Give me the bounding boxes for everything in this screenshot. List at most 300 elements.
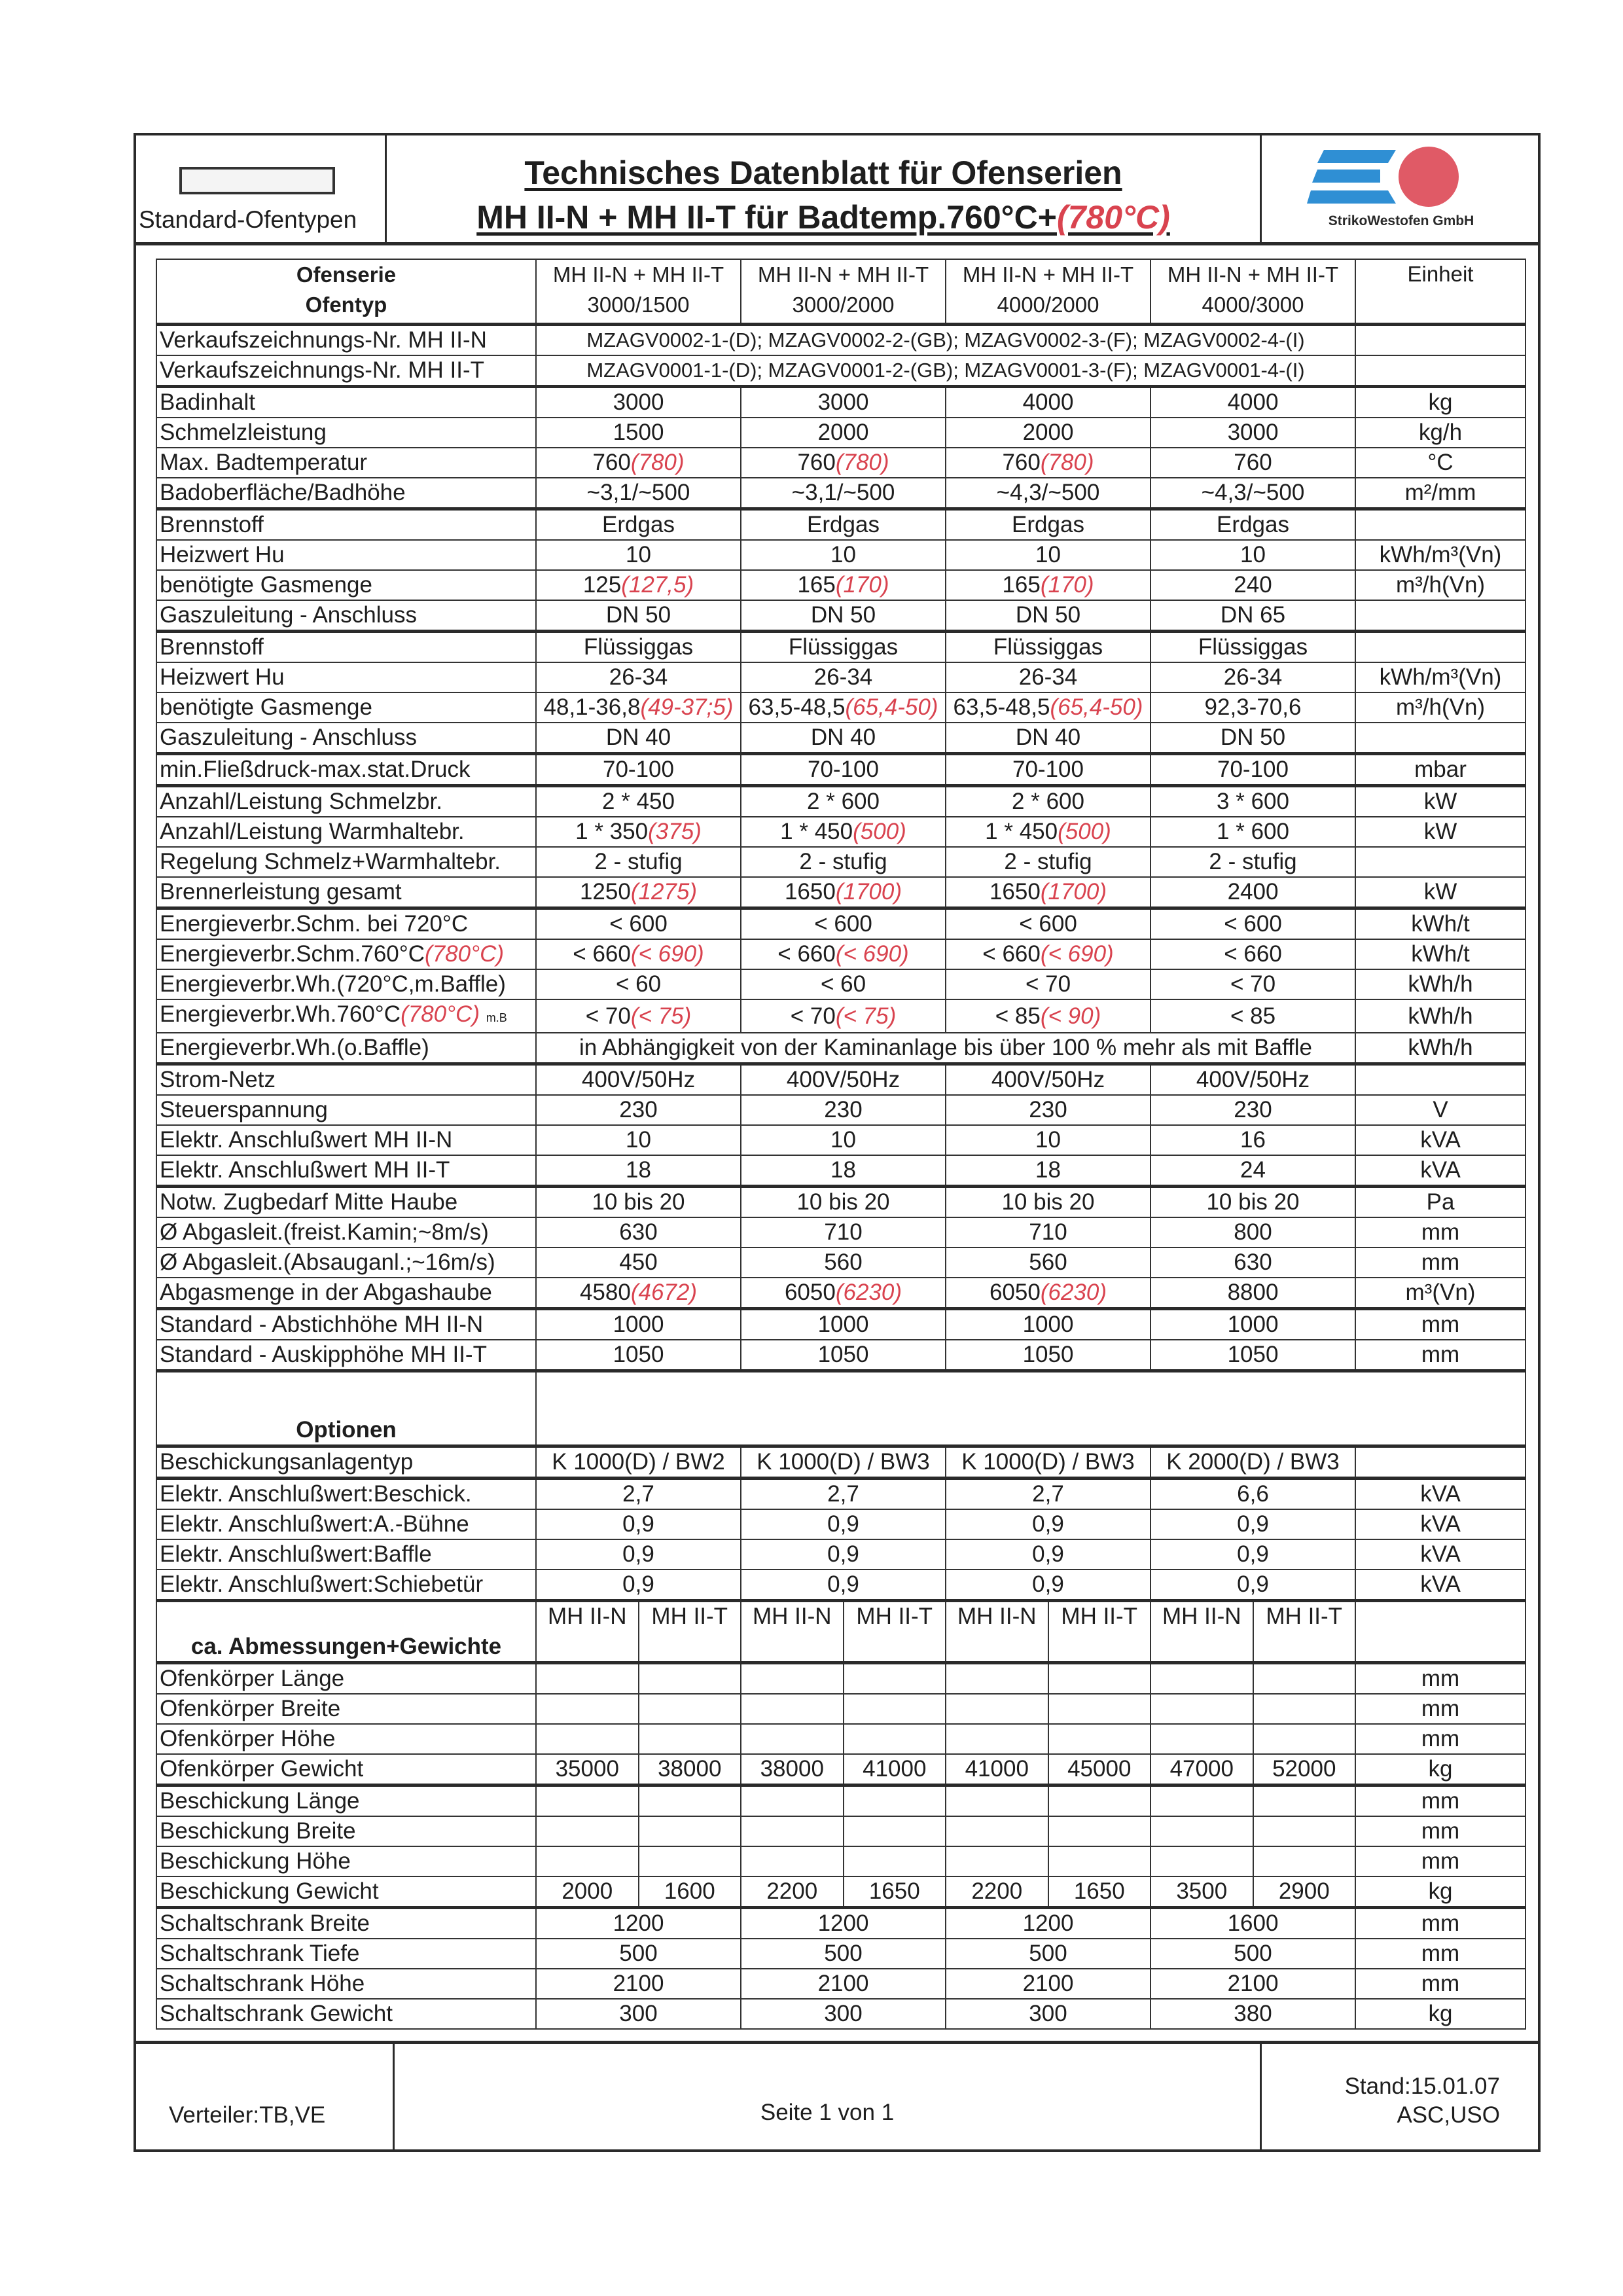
value-cell [1150, 509, 1355, 541]
unit-cell [1355, 1601, 1525, 1663]
value-cell: 0,9 [946, 1539, 1150, 1570]
unit-cell: kVA [1355, 1509, 1525, 1539]
dimension-row [156, 1846, 1525, 1876]
series-name: MH II-N + MH II-T [1167, 262, 1339, 287]
value-text: 230 [619, 1097, 658, 1122]
company-logo-icon [1298, 145, 1474, 210]
value-text: DN 50 [1220, 725, 1286, 750]
value-t [1253, 1817, 1355, 1846]
dimension-row [156, 1754, 1525, 1785]
spec-row [156, 1155, 1525, 1187]
value-cell [946, 387, 1150, 418]
row-label: Steuerspannung [156, 1095, 536, 1125]
value-cell: 1200 [946, 1908, 1150, 1939]
series-type: 3000/1500 [587, 293, 690, 317]
sub-header-cell [946, 1601, 1150, 1663]
row-label [156, 418, 536, 448]
value-n [1151, 1664, 1253, 1693]
value-t [1048, 1847, 1150, 1876]
row-label [156, 632, 536, 663]
value-t [1048, 1817, 1150, 1846]
value-text: 800 [1234, 1219, 1272, 1245]
value-cell: 0,9 [946, 1509, 1150, 1539]
unit-cell: mm [1355, 1663, 1525, 1695]
series-type: 4000/3000 [1202, 293, 1304, 317]
value-cell [536, 999, 741, 1033]
value-text: 2 - stufig [799, 849, 887, 874]
value-cell [741, 1155, 946, 1187]
value-n: 2200 [971, 1878, 1023, 1904]
options-heading-row [156, 1371, 1525, 1446]
value-n [946, 1664, 1048, 1693]
option-row [156, 1509, 1525, 1539]
value-text: 630 [1234, 1249, 1272, 1275]
document-header [134, 133, 1541, 245]
series-header [741, 259, 946, 325]
document-footer [134, 2041, 1541, 2152]
value-text: < 600 [609, 911, 668, 937]
spec-row [156, 1278, 1525, 1309]
value-cell [946, 969, 1150, 999]
value-text: 48,1-36,8 [543, 694, 641, 720]
value-text: 1 * 350 [575, 819, 649, 844]
unit-cell [1355, 1064, 1525, 1096]
value-cell [946, 1217, 1150, 1247]
value-text: < 660 [777, 941, 836, 967]
dimension-row [156, 1816, 1525, 1846]
value-text: < 85 [1230, 1003, 1276, 1029]
value-text: Erdgas [1012, 512, 1084, 537]
row-label [156, 847, 536, 877]
value-cell [1150, 1247, 1355, 1278]
value-cell [946, 600, 1150, 632]
row-label-text: Energieverbr.Wh.760°C [160, 1001, 401, 1027]
value-n [1151, 1847, 1253, 1876]
value-text: ~3,1/~500 [791, 480, 895, 505]
value-pair-cell [536, 1846, 741, 1876]
value-cell [741, 1187, 946, 1218]
value-cell [1150, 1095, 1355, 1125]
value-cell: 500 [1150, 1939, 1355, 1969]
unit-cell: kWh/t [1355, 908, 1525, 940]
row-label: Energieverbr.Wh.(o.Baffle) [156, 1033, 536, 1064]
value-cell [946, 509, 1150, 541]
unit-cell: kW [1355, 877, 1525, 908]
value-cell [536, 847, 741, 877]
value-text: 70-100 [808, 757, 879, 782]
row-label [156, 692, 536, 723]
unit-cell: Pa [1355, 1187, 1525, 1218]
value-cell: 2,7 [741, 1479, 946, 1510]
value-text: Erdgas [1217, 512, 1289, 537]
value-text: 3000 [817, 389, 869, 415]
spec-row [156, 999, 1525, 1033]
value-cell [1150, 786, 1355, 817]
unit-cell: kVA [1355, 1570, 1525, 1601]
unit-cell [1355, 1446, 1525, 1479]
row-label [156, 662, 536, 692]
unit-cell: kg [1355, 387, 1525, 418]
value-text: 10 bis 20 [1206, 1189, 1300, 1215]
unit-cell: mbar [1355, 754, 1525, 786]
value-text: 10 bis 20 [1001, 1189, 1095, 1215]
value-cell: 2100 [946, 1969, 1150, 1999]
value-red: (< 690) [835, 941, 909, 967]
value-text: 760 [1234, 450, 1272, 475]
value-cell: 0,9 [536, 1539, 741, 1570]
value-cell: 0,9 [536, 1509, 741, 1539]
value-cell [741, 877, 946, 908]
value-text: 4000 [1227, 389, 1279, 415]
value-pair-cell [946, 1876, 1150, 1908]
row-label [156, 600, 536, 632]
cabinet-row [156, 1969, 1525, 1999]
spec-row [156, 1125, 1525, 1155]
row-label: Standard - Auskipphöhe MH II-T [156, 1340, 536, 1371]
sub-header-t: MH II-T [638, 1602, 741, 1661]
unit-cell: mm [1355, 1217, 1525, 1247]
row-label: Elektr. Anschlußwert MH II-T [156, 1155, 536, 1187]
value-cell: 0,9 [741, 1539, 946, 1570]
unit-cell: kVA [1355, 1479, 1525, 1510]
value-cell [536, 1278, 741, 1309]
value-pair-cell [1150, 1816, 1355, 1846]
row-label: Beschickung Gewicht [156, 1876, 536, 1908]
dimension-row [156, 1785, 1525, 1817]
option-row [156, 1539, 1525, 1570]
spec-row [156, 1309, 1525, 1340]
unit-cell: kW [1355, 817, 1525, 847]
value-text: 3000 [1227, 420, 1279, 445]
value-text: < 70 [790, 1003, 836, 1029]
spec-row [156, 969, 1525, 999]
row-label-text: benötigte Gasmenge [160, 694, 372, 720]
row-label: Elektr. Anschlußwert:Baffle [156, 1539, 536, 1570]
value-cell [741, 540, 946, 570]
row-label [156, 478, 536, 509]
value-n [537, 1695, 638, 1723]
value-text: Erdgas [602, 512, 675, 537]
value-t [638, 1725, 741, 1753]
row-label-text: Energieverbr.Wh.(720°C,m.Baffle) [160, 971, 506, 997]
value-cell [946, 478, 1150, 509]
value-t [1048, 1787, 1150, 1816]
value-text: 10 [1035, 542, 1061, 567]
subtitle-red: (780°C) [1056, 199, 1170, 236]
value-n [946, 1817, 1048, 1846]
value-t [843, 1695, 946, 1723]
header-title-cell [387, 133, 1262, 242]
dimensions-heading-row [156, 1601, 1525, 1663]
unit-cell: kg/h [1355, 418, 1525, 448]
dimensions-title: ca. Abmessungen+Gewichte [190, 1634, 502, 1659]
value-text: < 70 [1025, 971, 1071, 997]
value-cell [946, 1340, 1150, 1371]
value-cell [536, 1217, 741, 1247]
value-n [741, 1847, 843, 1876]
page-number: Seite 1 von 1 [760, 2100, 895, 2125]
value-pair-cell [1150, 1785, 1355, 1817]
value-cell: 1200 [536, 1908, 741, 1939]
value-red: (1700) [1040, 879, 1107, 905]
value-n [946, 1695, 1048, 1723]
value-t: 1600 [638, 1877, 741, 1906]
value-cell [536, 1125, 741, 1155]
value-text: 16 [1240, 1127, 1266, 1153]
value-text: < 60 [820, 971, 866, 997]
value-text: 400V/50Hz [1196, 1067, 1310, 1092]
value-n [537, 1817, 638, 1846]
value-text: Flüssiggas [583, 634, 694, 660]
value-cell [946, 908, 1150, 940]
value-n [1151, 1787, 1253, 1816]
value-text: < 600 [1224, 911, 1282, 937]
row-label: Schaltschrank Tiefe [156, 1939, 536, 1969]
sub-header-n: MH II-N [957, 1604, 1037, 1629]
row-label: Elektr. Anschlußwert MH II-N [156, 1125, 536, 1155]
option-row [156, 1479, 1525, 1510]
value-n [1151, 1725, 1253, 1753]
value-text: 24 [1240, 1157, 1266, 1183]
value-cell [1150, 387, 1355, 418]
row-label: Ofenkörper Länge [156, 1663, 536, 1695]
value-pair-cell [1150, 1754, 1355, 1785]
value-t [843, 1664, 946, 1693]
value-red: (< 690) [1040, 941, 1114, 967]
value-cell [946, 662, 1150, 692]
spec-table [156, 259, 1526, 2030]
value-cell [946, 540, 1150, 570]
value-text: 1050 [1022, 1342, 1074, 1367]
value-cell: 2,7 [946, 1479, 1150, 1510]
value-text: < 600 [814, 911, 872, 937]
value-n: 38000 [760, 1756, 824, 1782]
spec-row [156, 1187, 1525, 1218]
value-text: 760 [592, 450, 631, 475]
row-label-text: Anzahl/Leistung Warmhaltebr. [160, 819, 465, 844]
row-label: Ofenkörper Gewicht [156, 1754, 536, 1785]
value-red: (780) [1040, 450, 1094, 475]
value-cell [741, 662, 946, 692]
value-pair-cell [536, 1724, 741, 1754]
value-pair-cell [536, 1785, 741, 1817]
row-label: Verkaufszeichnungs-Nr. MH II-T [156, 355, 536, 387]
sub-header-cell [1150, 1601, 1355, 1663]
spec-row [156, 632, 1525, 663]
row-label: Schaltschrank Höhe [156, 1969, 536, 1999]
value-text: DN 65 [1220, 602, 1286, 628]
value-text: 760 [1002, 450, 1041, 475]
value-t [638, 1787, 741, 1816]
value-cell: 0,9 [1150, 1509, 1355, 1539]
row-label-text: Regelung Schmelz+Warmhaltebr. [160, 849, 501, 874]
unit-cell [1355, 355, 1525, 387]
unit-cell: kg [1355, 1754, 1525, 1785]
unit-header: Einheit [1355, 259, 1525, 325]
value-text: 8800 [1227, 1280, 1279, 1305]
dimensions-heading [156, 1601, 536, 1663]
value-text: 18 [626, 1157, 651, 1183]
unit-cell: kWh/h [1355, 999, 1525, 1033]
column-header-row [156, 259, 1525, 325]
value-cell [1150, 1217, 1355, 1247]
value-t: 1650 [1048, 1877, 1150, 1906]
value-cell [536, 786, 741, 817]
value-red: (780) [835, 450, 889, 475]
value-text: < 660 [982, 941, 1041, 967]
value-cell [1150, 570, 1355, 600]
value-cell [536, 540, 741, 570]
row-label-text: Heizwert Hu [160, 542, 285, 567]
value-n [1151, 1817, 1253, 1846]
spec-row [156, 1247, 1525, 1278]
value-text: 2000 [1022, 420, 1074, 445]
spec-row [156, 817, 1525, 847]
series-name: MH II-N + MH II-T [552, 262, 724, 287]
row-label: Beschickung Breite [156, 1816, 536, 1846]
unit-cell: V [1355, 1095, 1525, 1125]
spec-row [156, 540, 1525, 570]
value-text: 26-34 [1223, 664, 1283, 690]
value-text: 10 [626, 1127, 651, 1153]
value-red: (500) [853, 819, 906, 844]
value-text: 2400 [1227, 879, 1279, 905]
spec-row [156, 478, 1525, 509]
value-cell [1150, 754, 1355, 786]
value-text: 230 [1029, 1097, 1067, 1122]
row-label: Strom-Netz [156, 1064, 536, 1096]
value-cell: 6,6 [1150, 1479, 1355, 1510]
value-cell [536, 817, 741, 847]
sub-header-n: MH II-N [1162, 1604, 1241, 1629]
value-cell [946, 1095, 1150, 1125]
value-text: 63,5-48,5 [953, 694, 1050, 720]
value-text: 1650 [784, 879, 836, 905]
value-cell [946, 1125, 1150, 1155]
value-pair-cell [946, 1785, 1150, 1817]
value-text: 1250 [579, 879, 631, 905]
row-label [156, 570, 536, 600]
spec-row [156, 662, 1525, 692]
value-pair-cell [536, 1663, 741, 1695]
value-text: 10 [1035, 1127, 1061, 1153]
value-cell: 1600 [1150, 1908, 1355, 1939]
spec-row [156, 1064, 1525, 1096]
value-text: 2000 [817, 420, 869, 445]
value-cell [536, 662, 741, 692]
value-t [1253, 1664, 1355, 1693]
value-cell: K 1000(D) / BW3 [741, 1446, 946, 1479]
value-cell [741, 1064, 946, 1096]
value-text: 1500 [613, 420, 664, 445]
value-cell [536, 877, 741, 908]
unit-cell [1355, 600, 1525, 632]
value-n [537, 1787, 638, 1816]
spec-row [156, 600, 1525, 632]
value-t [843, 1787, 946, 1816]
options-heading [156, 1371, 536, 1446]
row-label-text: Energieverbr.Schm. bei 720°C [160, 911, 469, 937]
row-label-red: (780°C) [425, 941, 505, 967]
value-cell: 500 [536, 1939, 741, 1969]
value-cell [741, 1247, 946, 1278]
value-cell [1150, 1064, 1355, 1096]
series-name: MH II-N + MH II-T [757, 262, 929, 287]
value-red: (< 690) [630, 941, 704, 967]
value-n [537, 1664, 638, 1693]
spec-row [156, 939, 1525, 969]
spec-row [156, 418, 1525, 448]
value-cell [536, 478, 741, 509]
value-cell [1150, 540, 1355, 570]
value-text: 26-34 [813, 664, 873, 690]
value-cell: 0,9 [741, 1509, 946, 1539]
value-text: DN 50 [1015, 602, 1081, 628]
value-cell [536, 1155, 741, 1187]
unit-cell: mm [1355, 1340, 1525, 1371]
value-t [638, 1817, 741, 1846]
value-t: 2900 [1253, 1877, 1355, 1906]
value-cell: 2100 [536, 1969, 741, 1999]
value-cell: K 1000(D) / BW2 [536, 1446, 741, 1479]
value-text: 26-34 [609, 664, 668, 690]
spec-row [156, 877, 1525, 908]
value-text: 2 - stufig [1004, 849, 1092, 874]
row-label [156, 908, 536, 940]
value-text: 10 [1240, 542, 1266, 567]
value-text: 1000 [1022, 1312, 1074, 1337]
ofentyp-label: Ofentyp [305, 293, 387, 317]
value-t [1048, 1725, 1150, 1753]
row-label-text: Max. Badtemperatur [160, 450, 368, 475]
value-cell [1150, 692, 1355, 723]
sub-header-t: MH II-T [1253, 1602, 1355, 1661]
value-text: < 660 [1224, 941, 1282, 967]
subtitle-main: MH II-N + MH II-T für Badtemp.760°C+ [476, 199, 1057, 236]
value-cell [1150, 939, 1355, 969]
spec-row [156, 1095, 1525, 1125]
value-t [638, 1664, 741, 1693]
unit-cell: kWh/m³(Vn) [1355, 662, 1525, 692]
value-text: 26-34 [1018, 664, 1078, 690]
value-text: 230 [1234, 1097, 1272, 1122]
row-label-text: Badoberfläche/Badhöhe [160, 480, 406, 505]
value-text: 560 [1029, 1249, 1067, 1275]
dimension-row [156, 1724, 1525, 1754]
value-t [1048, 1695, 1150, 1723]
spec-row [156, 786, 1525, 817]
value-text: 630 [619, 1219, 658, 1245]
value-cell [1150, 1155, 1355, 1187]
value-cell: K 2000(D) / BW3 [1150, 1446, 1355, 1479]
value-cell [946, 754, 1150, 786]
value-text: < 70 [1230, 971, 1276, 997]
value-cell [536, 600, 741, 632]
row-label-text: benötigte Gasmenge [160, 572, 372, 598]
value-pair-cell [1150, 1724, 1355, 1754]
value-cell [741, 448, 946, 478]
row-label-text: Gaszuleitung - Anschluss [160, 725, 417, 750]
unit-cell [1355, 847, 1525, 877]
document-subtitle [387, 198, 1260, 236]
value-pair-cell [741, 1785, 946, 1817]
value-red: (170) [1040, 572, 1094, 598]
value-cell [946, 939, 1150, 969]
row-label-text: Gaszuleitung - Anschluss [160, 602, 417, 628]
value-pair-cell [741, 1663, 946, 1695]
value-red: (< 75) [835, 1003, 897, 1029]
spec-row [156, 754, 1525, 786]
